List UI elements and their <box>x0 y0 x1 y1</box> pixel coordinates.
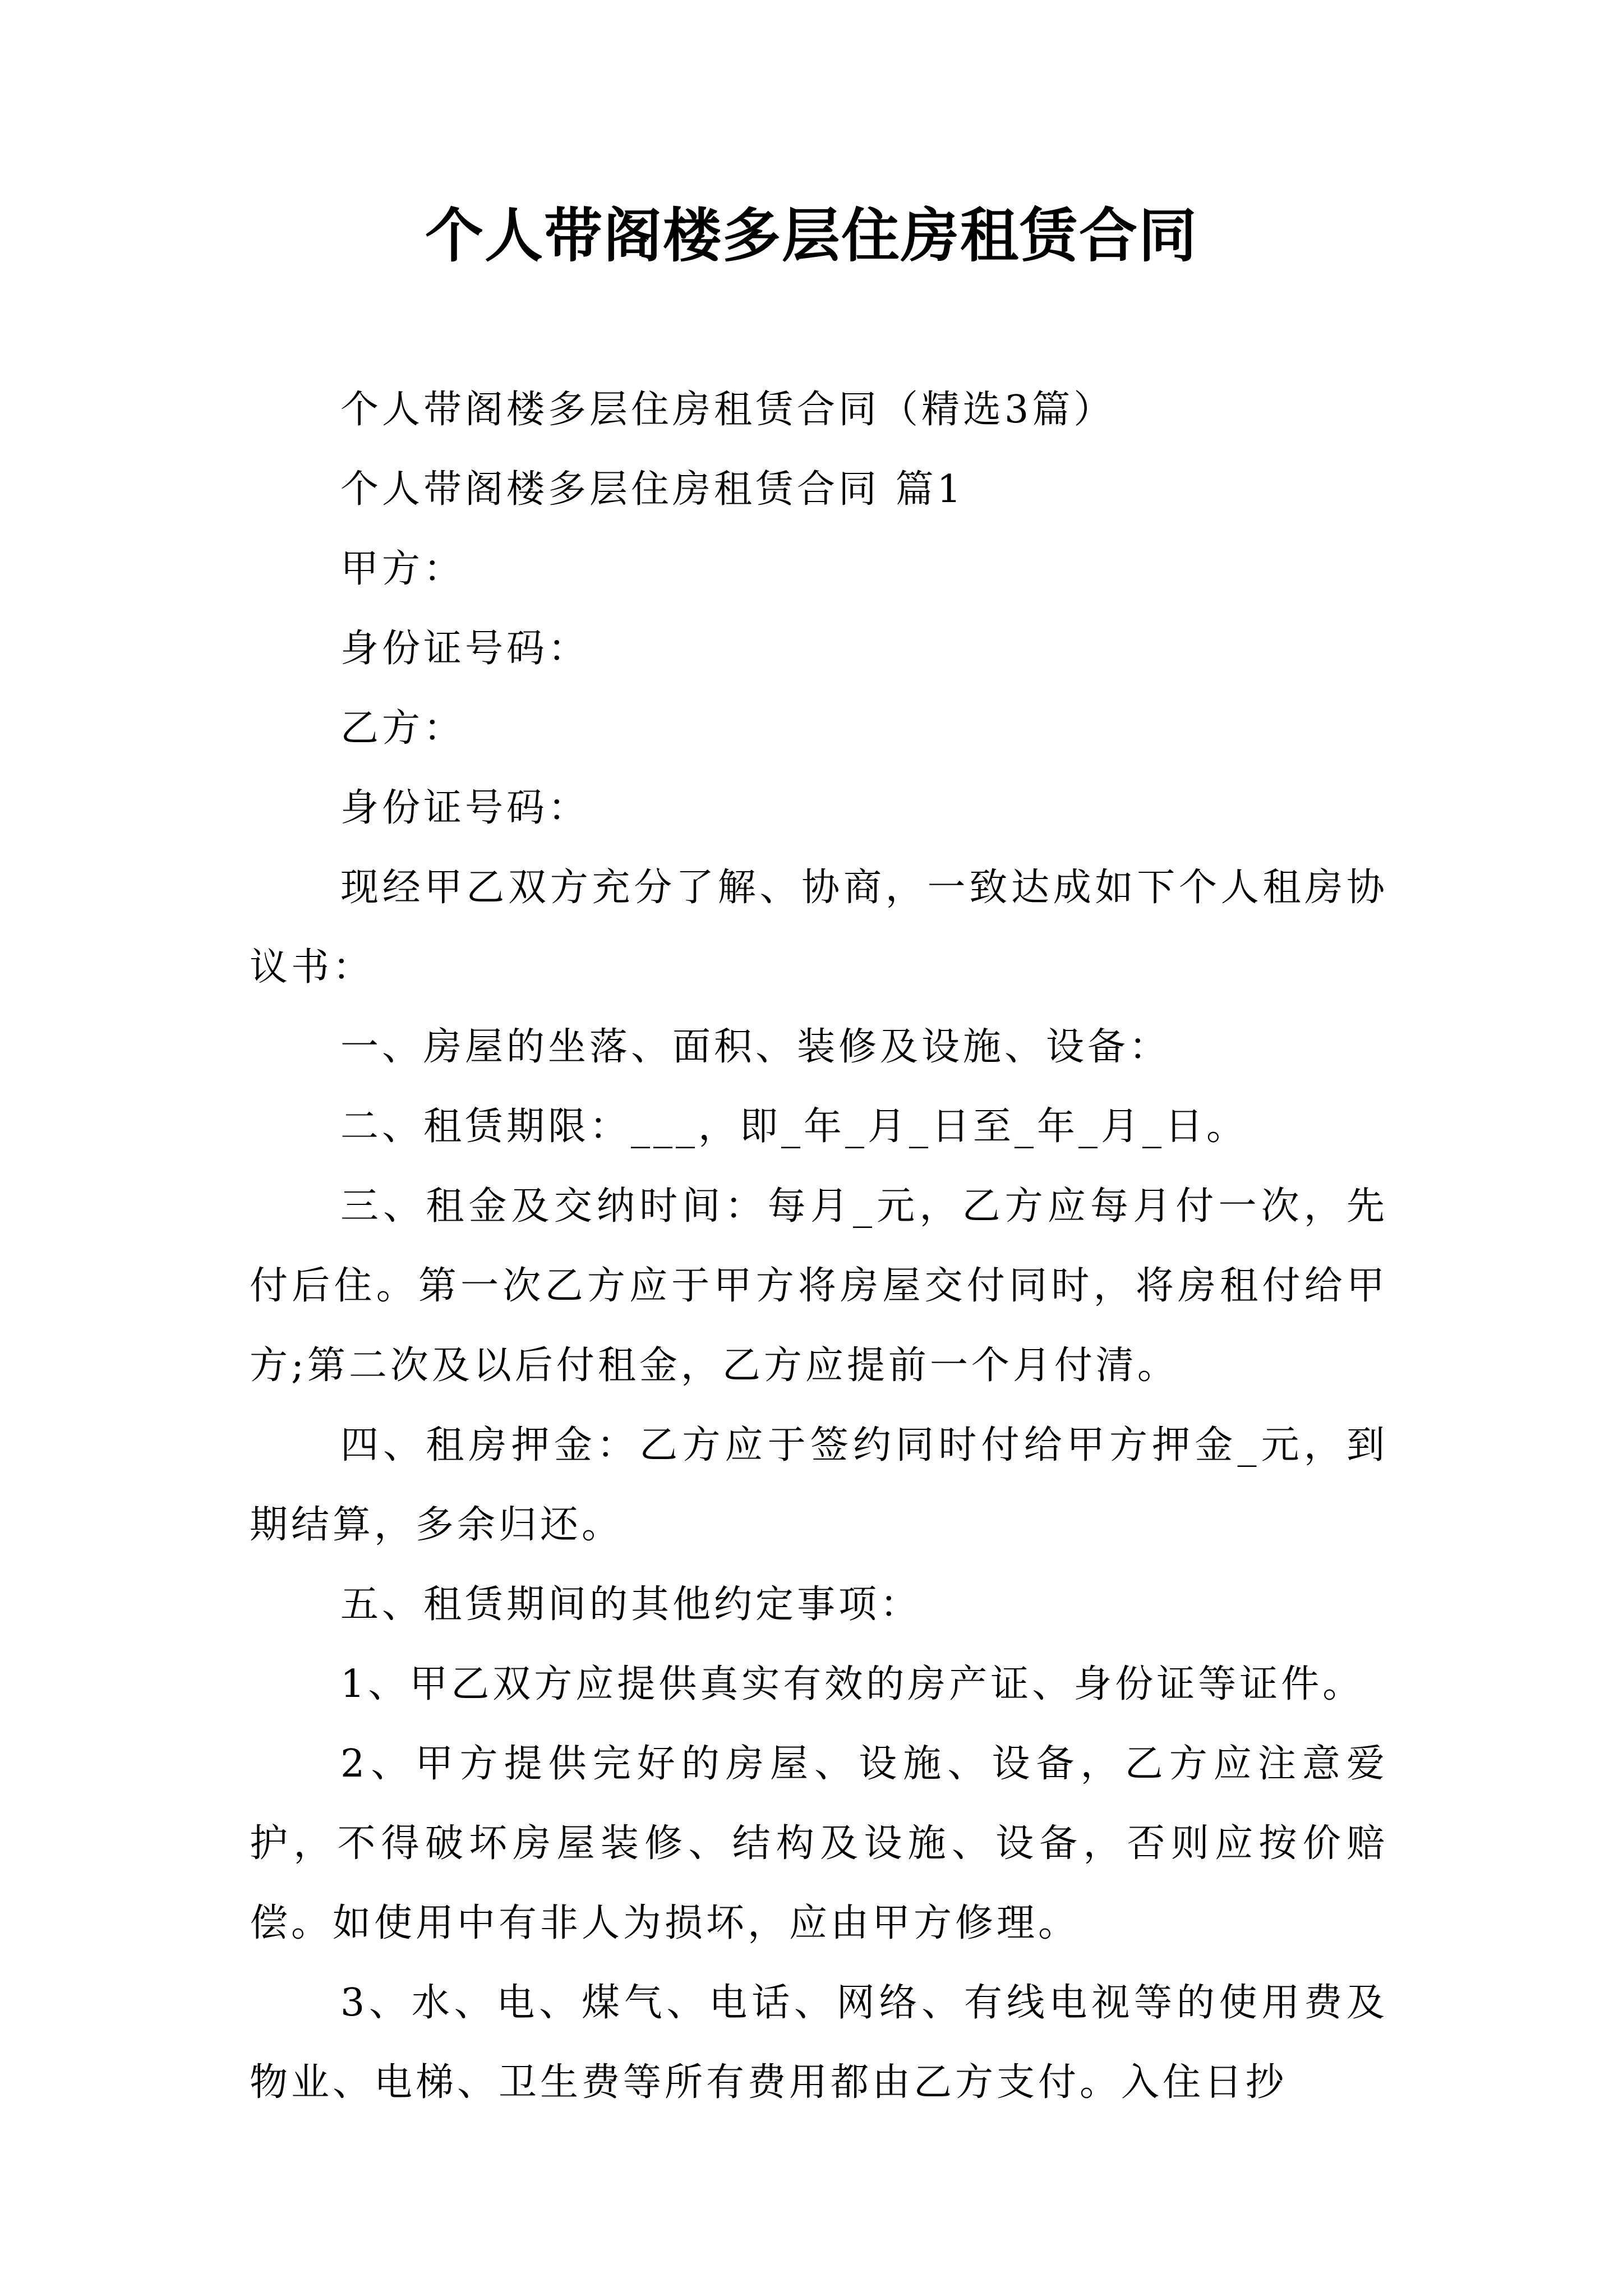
paragraph-agreement-intro: 现经甲乙双方充分了解、协商，一致达成如下个人租房协议书： <box>250 866 1388 990</box>
paragraph-party-b: 乙方： <box>340 706 465 751</box>
paragraph-subtitle-part-1: 个人带阁楼多层住房租赁合同 篇1 <box>340 467 965 512</box>
document-body <box>250 370 1388 2123</box>
paragraph-clause-3: 三、租金及交纳时间：每月_元，乙方应每月付一次，先付后住。第一次乙方应于甲方将房屋交付同时，将房租付给甲方;第二次及以后付租金，乙方应提前一个月付清。 <box>250 1184 1388 1388</box>
paragraph-clause-4: 四、租房押金：乙方应于签约同时付给甲方押金_元，到期结算，多余归还。 <box>250 1423 1388 1547</box>
paragraph-subtitle-collection: 个人带阁楼多层住房租赁合同（精选3篇） <box>340 388 1115 432</box>
paragraph-item-2: 2、甲方提供完好的房屋、设施、设备，乙方应注意爱护，不得破坏房屋装修、结构及设施、设备，否则应按价赔偿。如使用中有非人为损坏，应由甲方修理。 <box>250 1742 1388 1945</box>
paragraph-party-a: 甲方： <box>340 547 465 591</box>
paragraph-clause-1: 一、房屋的坐落、面积、装修及设施、设备： <box>340 1025 1171 1069</box>
document-title: 个人带阁楼多层住房租赁合同 <box>425 201 1198 270</box>
paragraph-item-3: 3、水、电、煤气、电话、网络、有线电视等的使用费及物业、电梯、卫生费等所有费用都由乙方支付。入住日抄 <box>250 1981 1388 2105</box>
paragraph-item-1: 1、甲乙双方应提供真实有效的房产证、身份证等证件。 <box>340 1662 1364 1706</box>
paragraph-clause-5: 五、租赁期间的其他约定事项： <box>340 1582 922 1627</box>
paragraph-clause-2: 二、租赁期限：___，即_年_月_日至_年_月_日。 <box>340 1105 1248 1149</box>
paragraph-party-b-id: 身份证号码： <box>340 786 590 830</box>
paragraph-party-a-id: 身份证号码： <box>340 627 590 671</box>
